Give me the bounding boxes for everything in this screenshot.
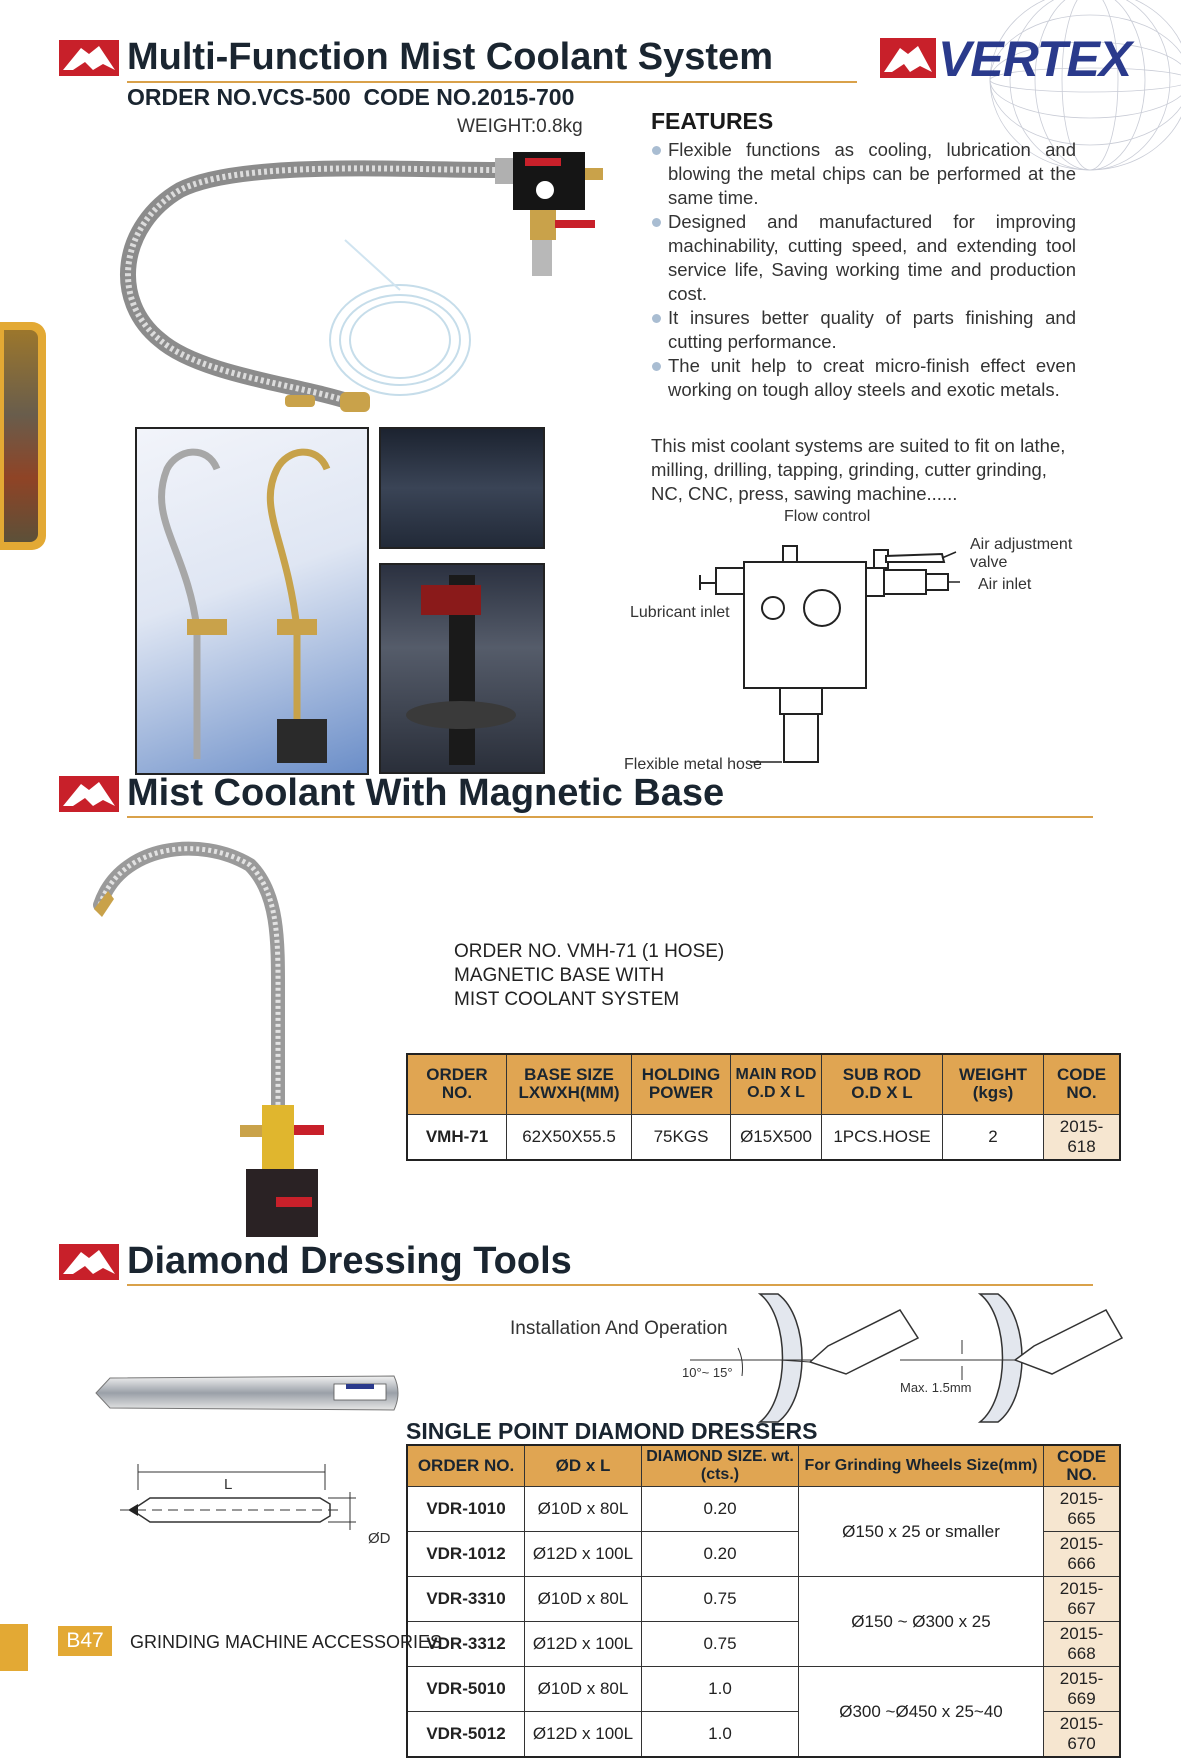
table-cell: 2 (943, 1114, 1044, 1160)
vmh-spec-table (406, 1053, 1121, 1161)
col-header: For Grinding Wheels Size(mm) (799, 1445, 1044, 1487)
feature-item: The unit help to creat micro-finish effect even working on tough alloy steels and exotic metals. (650, 354, 1076, 402)
eagle-logo-icon (59, 40, 119, 76)
table-cell: VDR-3310 (407, 1577, 525, 1622)
vmh-order-line: ORDER NO. VMH-71 (1 HOSE) (454, 941, 725, 962)
dim-l-label: L (224, 1476, 233, 1493)
label-air-adjustment: Air adjustment (970, 536, 1073, 553)
table-cell: 2015-665 (1044, 1487, 1121, 1532)
table-cell: 0.20 (642, 1487, 799, 1532)
angle-label: 10°~ 15° (682, 1365, 733, 1380)
section1-title: Multi-Function Mist Coolant System (127, 36, 773, 78)
vmh-order-text (454, 940, 724, 1012)
section3-rule (127, 1284, 1093, 1286)
vmh-order-line: MAGNETIC BASE WITH (454, 965, 665, 986)
side-tab-thumbnail (4, 330, 38, 542)
col-header: BASE SIZE LXWXH(MM) (507, 1054, 632, 1114)
table-cell: 2015-670 (1044, 1712, 1121, 1758)
dresser-subtitle: SINGLE POINT DIAMOND DRESSERS (406, 1418, 818, 1444)
feature-item: Flexible functions as cooling, lubrication and blowing the metal chips can be performed at the same time. (650, 138, 1076, 210)
col-header: ORDER NO. (407, 1445, 525, 1487)
label-lubricant-inlet: Lubricant inlet (630, 604, 730, 621)
section2-title: Mist Coolant With Magnetic Base (127, 772, 725, 814)
feature-item: It insures better quality of parts finishing and cutting performance. (650, 306, 1076, 354)
section1-rule (127, 81, 857, 83)
col-header: WEIGHT (kgs) (943, 1054, 1044, 1114)
table-row (407, 1577, 1120, 1622)
dim-d-label: ØD (368, 1530, 391, 1547)
table-row (407, 1487, 1120, 1532)
feature-item: Designed and manufactured for improving machinability, cutting speed, and extending tool service life, Saving working time and production cost. (650, 210, 1076, 306)
table-cell: VDR-5012 (407, 1712, 525, 1758)
brand-logo: VERTEX (938, 31, 1132, 87)
dresser-dimension-drawing (120, 1460, 360, 1540)
label-valve: valve (970, 554, 1008, 571)
weight-label: WEIGHT:0.8kg (457, 116, 583, 137)
col-header: SUB ROD O.D X L (822, 1054, 943, 1114)
table-cell: Ø10D x 80L (525, 1577, 642, 1622)
table-cell: 2015-668 (1044, 1622, 1121, 1667)
coolant-block-diagram (680, 530, 980, 770)
features-title: FEATURES (651, 108, 774, 134)
application-photo-drill-press (379, 563, 545, 774)
installation-diagram (660, 1288, 1130, 1428)
table-cell: 1.0 (642, 1712, 799, 1758)
order-line: ORDER NO.VCS-500 CODE NO.2015-700 (127, 84, 575, 110)
table-cell: Ø12D x 100L (525, 1532, 642, 1577)
eagle-logo-icon (59, 1244, 119, 1280)
table-cell: VDR-1010 (407, 1487, 525, 1532)
table-cell: VDR-1012 (407, 1532, 525, 1577)
table-cell: VMH-71 (407, 1114, 507, 1160)
table-cell: VDR-3312 (407, 1622, 525, 1667)
col-header: MAIN ROD O.D X L (731, 1054, 822, 1114)
table-cell: 2015-669 (1044, 1667, 1121, 1712)
suited-text: This mist coolant systems are suited to fit on lathe, milling, drilling, tapping, grinding, cutter grinding, NC, CNC, press, sawing machine...... (651, 435, 1066, 504)
table-cell: Ø10D x 80L (525, 1487, 642, 1532)
table-cell: Ø300 ~Ø450 x 25~40 (799, 1667, 1044, 1758)
dresser-spec-table (406, 1444, 1121, 1758)
table-cell: Ø15X500 (731, 1114, 822, 1160)
footer-label: GRINDING MACHINE ACCESSORIES (130, 1632, 443, 1652)
table-cell: Ø10D x 80L (525, 1667, 642, 1712)
label-flow-control: Flow control (784, 508, 871, 525)
col-header: DIAMOND SIZE. wt.(cts.) (642, 1445, 799, 1487)
table-cell: Ø150 x 25 or smaller (799, 1487, 1044, 1577)
max-label: Max. 1.5mm (900, 1380, 972, 1395)
install-label: Installation And Operation (510, 1318, 728, 1339)
diamond-dresser-product-image (94, 1370, 404, 1416)
brand-eagle-icon (880, 38, 936, 78)
table-cell: 62X50X55.5 (507, 1114, 632, 1160)
col-header: ØD x L (525, 1445, 642, 1487)
magnetic-base-product-image (90, 825, 350, 1245)
table-cell: 75KGS (632, 1114, 731, 1160)
table-cell: 1.0 (642, 1667, 799, 1712)
section3-title: Diamond Dressing Tools (127, 1240, 572, 1282)
col-header: ORDER NO. (407, 1054, 507, 1114)
table-cell: 1PCS.HOSE (822, 1114, 943, 1160)
features-list (650, 138, 1076, 402)
application-photo-machine-top (379, 427, 545, 549)
col-header: HOLDING POWER (632, 1054, 731, 1114)
table-cell: VDR-5010 (407, 1667, 525, 1712)
application-photo-magnetic-stands (135, 427, 369, 775)
table-cell: Ø12D x 100L (525, 1712, 642, 1758)
table-cell: Ø12D x 100L (525, 1622, 642, 1667)
table-cell: 0.20 (642, 1532, 799, 1577)
table-cell: 0.75 (642, 1577, 799, 1622)
vmh-order-line: MIST COOLANT SYSTEM (454, 989, 680, 1010)
col-header: CODE NO. (1044, 1054, 1121, 1114)
footer-side-bar (0, 1624, 28, 1671)
table-cell: 2015-618 (1044, 1114, 1121, 1160)
label-air-inlet: Air inlet (978, 576, 1032, 593)
col-header: CODE NO. (1044, 1445, 1121, 1487)
eagle-logo-icon (59, 776, 119, 812)
table-cell: 2015-666 (1044, 1532, 1121, 1577)
table-row (407, 1667, 1120, 1712)
mist-coolant-unit-image (100, 140, 620, 420)
table-cell: 2015-667 (1044, 1577, 1121, 1622)
label-flexible-hose: Flexible metal hose (624, 756, 762, 773)
section2-rule (127, 816, 1093, 818)
page-number: B47 (58, 1626, 112, 1656)
table-cell: Ø150 ~ Ø300 x 25 (799, 1577, 1044, 1667)
table-cell: 0.75 (642, 1622, 799, 1667)
